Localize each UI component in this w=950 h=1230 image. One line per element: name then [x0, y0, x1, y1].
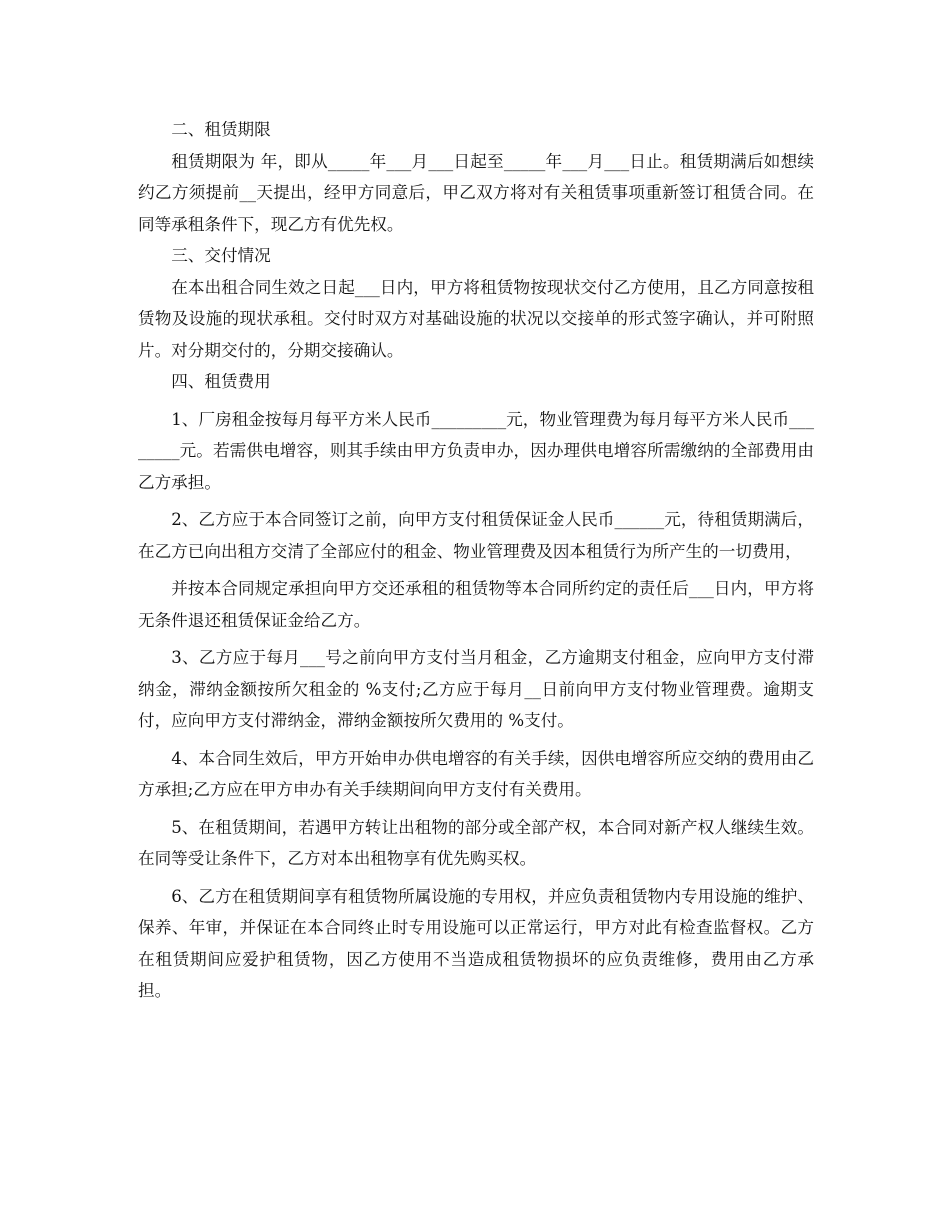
- section-heading-lease-fees: 四、租赁费用: [171, 372, 271, 391]
- paragraph-fee-3: 3、乙方应于每月___号之前向甲方支付当月租金，乙方逾期支付租金，应向甲方支付滞纳金，滞纳金额按所欠租金的 %支付;乙方应于每月__日前向甲方支付物业管理费。逾期支付，应向甲方支付滞纳金，滞纳金额按所欠费用的 %支付。: [138, 648, 814, 730]
- paragraph-fee-6: 6、乙方在租赁期间享有租赁物所属设施的专用权，并应负责租赁物内专用设施的维护、保养、年审，并保证在本合同终止时专用设施可以正常运行，甲方对此有检查监督权。乙方在租赁期间应爱护租赁物，因乙方使用不当造成租赁物损坏的应负责维修，费用由乙方承担。: [138, 886, 814, 1000]
- paragraph-fee-1: 1、厂房租金按每月每平方米人民币_________元，物业管理费为每月每平方米人民币________元。若需供电增容，则其手续由甲方负责申办，因办理供电增容所需缴纳的全部费用由乙方承担。: [138, 409, 814, 492]
- paragraph-fee-4: 4、本合同生效后，甲方开始申办供电增容的有关手续，因供电增容所应交纳的费用由乙方承担;乙方应在甲方申办有关手续期间向甲方支付有关费用。: [138, 748, 814, 799]
- paragraph-fee-2: 2、乙方应于本合同签订之前，向甲方支付租赁保证金人民币______元，待租赁期满后，在乙方已向出租方交清了全部应付的租金、物业管理费及因本租赁行为所产生的一切费用，: [138, 510, 814, 561]
- section-heading-lease-term: 二、租赁期限: [171, 120, 271, 139]
- paragraph-fee-5: 5、在租赁期间，若遇甲方转让出租物的部分或全部产权，本合同对新产权人继续生效。在同等受让条件下，乙方对本出租物享有优先购买权。: [138, 817, 814, 868]
- paragraph-fee-2-continued: 并按本合同规定承担向甲方交还承租的租赁物等本合同所约定的责任后___日内，甲方将无条件退还租赁保证金给乙方。: [138, 579, 814, 630]
- paragraph-delivery: 在本出租合同生效之日起___日内，甲方将租赁物按现状交付乙方使用，且乙方同意按租赁物及设施的现状承租。交付时双方对基础设施的状况以交接单的形式签字确认，并可附照片。对分期交付的，分期交接确认。: [138, 277, 814, 360]
- paragraph-lease-term: 租赁期限为 年，即从_____年___月___日起至_____年___月___日止。租赁期满后如想续约乙方须提前__天提出，经甲方同意后，甲乙双方将对有关租赁事项重新签订租赁合同。在同等承租条件下，现乙方有优先权。: [138, 151, 814, 234]
- document-body: [138, 114, 814, 1007]
- section-heading-delivery: 三、交付情况: [171, 246, 271, 265]
